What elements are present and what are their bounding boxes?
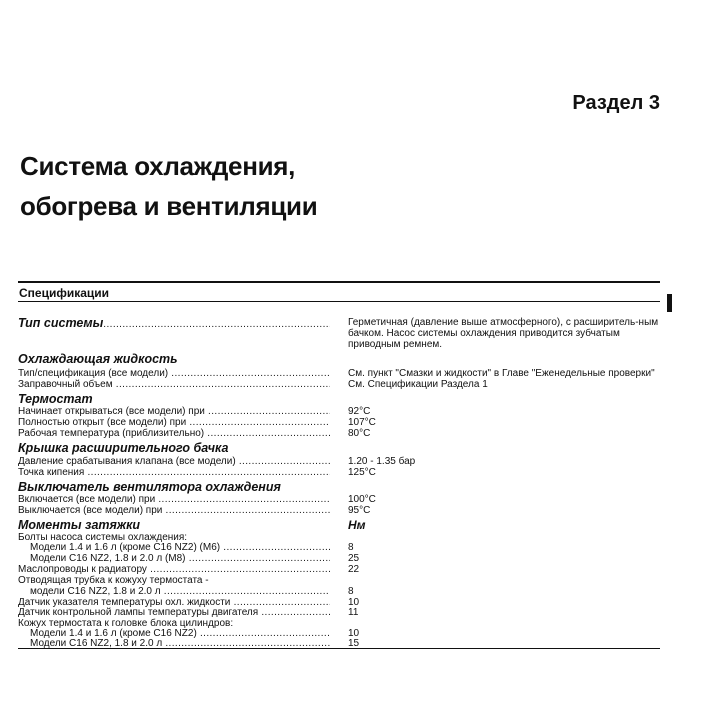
spec-row-value: 11 — [348, 607, 359, 618]
spec-row-label: Маслопроводы к радиатору ..... — [18, 564, 330, 575]
spec-row-value: 10 — [348, 628, 360, 639]
spec-row-label: Включается (все модели) при ..... — [18, 494, 330, 505]
spec-row-value: 22 — [348, 564, 360, 575]
spec-row-value: 100°C — [348, 494, 376, 505]
spec-row-label: Заправочный объем ..... — [18, 379, 330, 390]
spec-row-label: Болты насоса системы охлаждения: — [18, 532, 188, 543]
spec-row-value: 80°C — [348, 428, 371, 439]
spec-row-label: Тип/спецификация (все модели) ..... — [18, 368, 330, 379]
spec-row-value: 95°C — [348, 505, 371, 516]
torque-unit: Нм — [348, 518, 366, 532]
spec-row-value: См. Спецификации Раздела 1 — [348, 379, 488, 390]
spec-row-label: Модели 1.4 и 1.6 л (кроме C16 NZ2) (M6) ..... — [18, 542, 330, 553]
spec-row-label: модели C16 NZ2, 1.8 и 2.0 л ..... — [18, 586, 330, 597]
specifications-table — [18, 0, 668, 713]
specifications-heading: Спецификации — [19, 286, 110, 300]
torque-heading: Моменты затяжки — [18, 518, 141, 532]
spec-row-label: Начинает открываться (все модели) при ..... — [18, 406, 330, 417]
tank-cap-heading: Крышка расширительного бачка — [18, 441, 229, 455]
system-type-label: Тип системы ..... — [18, 316, 330, 332]
section-label: Раздел 3 — [572, 92, 660, 114]
spec-row-value: 1.20 - 1.35 бар — [348, 456, 416, 467]
spec-row-value: См. пункт "Смазки и жидкости" в Главе "Еженедельные проверки" — [348, 368, 655, 379]
spec-row-label: Датчик контрольной лампы температуры двигателя ..... — [18, 607, 330, 618]
spec-row-value: 15 — [348, 638, 360, 649]
spec-row-label: Модели C16 NZ2, 1.8 и 2.0 л ..... — [18, 638, 330, 649]
spec-row-value: 10 — [348, 597, 360, 608]
spec-row-value: 25 — [348, 553, 360, 564]
fan-switch-heading: Выключатель вентилятора охлаждения — [18, 480, 281, 494]
spec-row-label: Выключается (все модели) при ..... — [18, 505, 330, 516]
spec-row-label: Рабочая температура (приблизительно) ..... — [18, 428, 330, 439]
spec-row-label: Давление срабатывания клапана (все модели) ..... — [18, 456, 330, 467]
spec-row-label: Отводящая трубка к кожуху термостата - — [18, 575, 209, 586]
thermostat-heading: Термостат — [18, 392, 93, 406]
spec-row-value: 92°C — [348, 406, 371, 417]
chapter-title-line-2: обогрева и вентиляции — [20, 191, 318, 221]
system-type-value: Герметичная (давление выше атмосферного), с расширитель-ным бачком. Насос системы охлаждения приводится зубчатым приводным ремнем. — [348, 317, 659, 350]
spec-row-label: Модели 1.4 и 1.6 л (кроме C16 NZ2) ..... — [18, 628, 330, 639]
spec-row-value: 8 — [348, 586, 354, 597]
bottom-rule — [18, 648, 660, 649]
spec-row-label: Кожух термостата к головке блока цилиндров: — [18, 618, 234, 629]
spec-row-label: Датчик указателя температуры охл. жидкости ..... — [18, 597, 330, 608]
spec-row-value: 125°C — [348, 467, 376, 478]
spec-row-label: Модели C16 NZ2, 1.8 и 2.0 л (M8) ..... — [18, 553, 330, 564]
coolant-heading: Охлаждающая жидкость — [18, 352, 178, 366]
chapter-title-line-1: Система охлаждения, — [20, 151, 296, 181]
spec-row-label: Полностью открыт (все модели) при ..... — [18, 417, 330, 428]
spec-row-value: 8 — [348, 542, 354, 553]
spec-row-value: 107°C — [348, 417, 376, 428]
spec-row-label: Точка кипения ..... — [18, 467, 330, 478]
